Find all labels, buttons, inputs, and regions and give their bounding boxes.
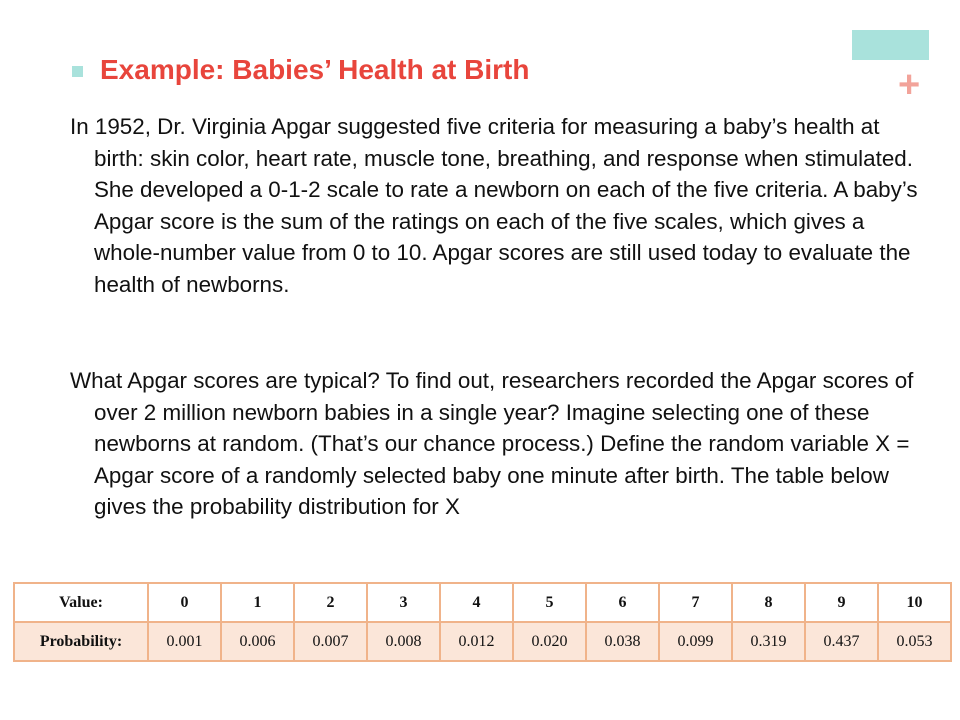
probability-cell: 0.099 (659, 622, 732, 661)
value-cell: 9 (805, 583, 878, 622)
probability-cell: 0.437 (805, 622, 878, 661)
value-cell: 10 (878, 583, 951, 622)
value-cell: 6 (586, 583, 659, 622)
probability-row-header: Probability: (14, 622, 148, 661)
probability-cell: 0.038 (586, 622, 659, 661)
value-row-header: Value: (14, 583, 148, 622)
body-paragraph-intro: In 1952, Dr. Virginia Apgar suggested five criteria for measuring a baby’s health at birth: skin color, heart rate, muscle tone, breathing, and response when stimulated. She developed a 0-1-2 scale to rate a newborn on each of the five criteria. A baby’s Apgar score is the sum of the ratings on each of the five scales, which gives a whole-number value from 0 to 10. Apgar scores are still used today to evaluate the health of newborns. (70, 114, 918, 297)
probability-cell: 0.007 (294, 622, 367, 661)
slide-title-row (72, 50, 529, 90)
probability-cell: 0.053 (878, 622, 951, 661)
value-cell: 8 (732, 583, 805, 622)
value-cell: 0 (148, 583, 221, 622)
probability-cell: 0.001 (148, 622, 221, 661)
plus-icon: + (898, 64, 921, 106)
value-cell: 3 (367, 583, 440, 622)
probability-cell: 0.319 (732, 622, 805, 661)
probability-cell: 0.006 (221, 622, 294, 661)
table-row-probabilities (14, 622, 951, 661)
body-paragraph-question: What Apgar scores are typical? To find out, researchers recorded the Apgar scores of over 2 million newborn babies in a single year? Imagine selecting one of these newborns at random. (That’s our chance process.) Define the random variable X = Apgar score of a randomly selected baby one minute after birth. The table below gives the probability distribution for X (70, 368, 914, 519)
bullet-square-icon (72, 66, 83, 77)
probability-cell: 0.008 (367, 622, 440, 661)
probability-cell: 0.012 (440, 622, 513, 661)
slide-title: Example: Babies’ Health at Birth (100, 54, 530, 85)
probability-cell: 0.020 (513, 622, 586, 661)
table-row-values (14, 583, 951, 622)
value-cell: 4 (440, 583, 513, 622)
value-cell: 5 (513, 583, 586, 622)
value-cell: 1 (221, 583, 294, 622)
value-cell: 7 (659, 583, 732, 622)
accent-block (852, 30, 929, 60)
probability-distribution-table (13, 582, 952, 662)
value-cell: 2 (294, 583, 367, 622)
